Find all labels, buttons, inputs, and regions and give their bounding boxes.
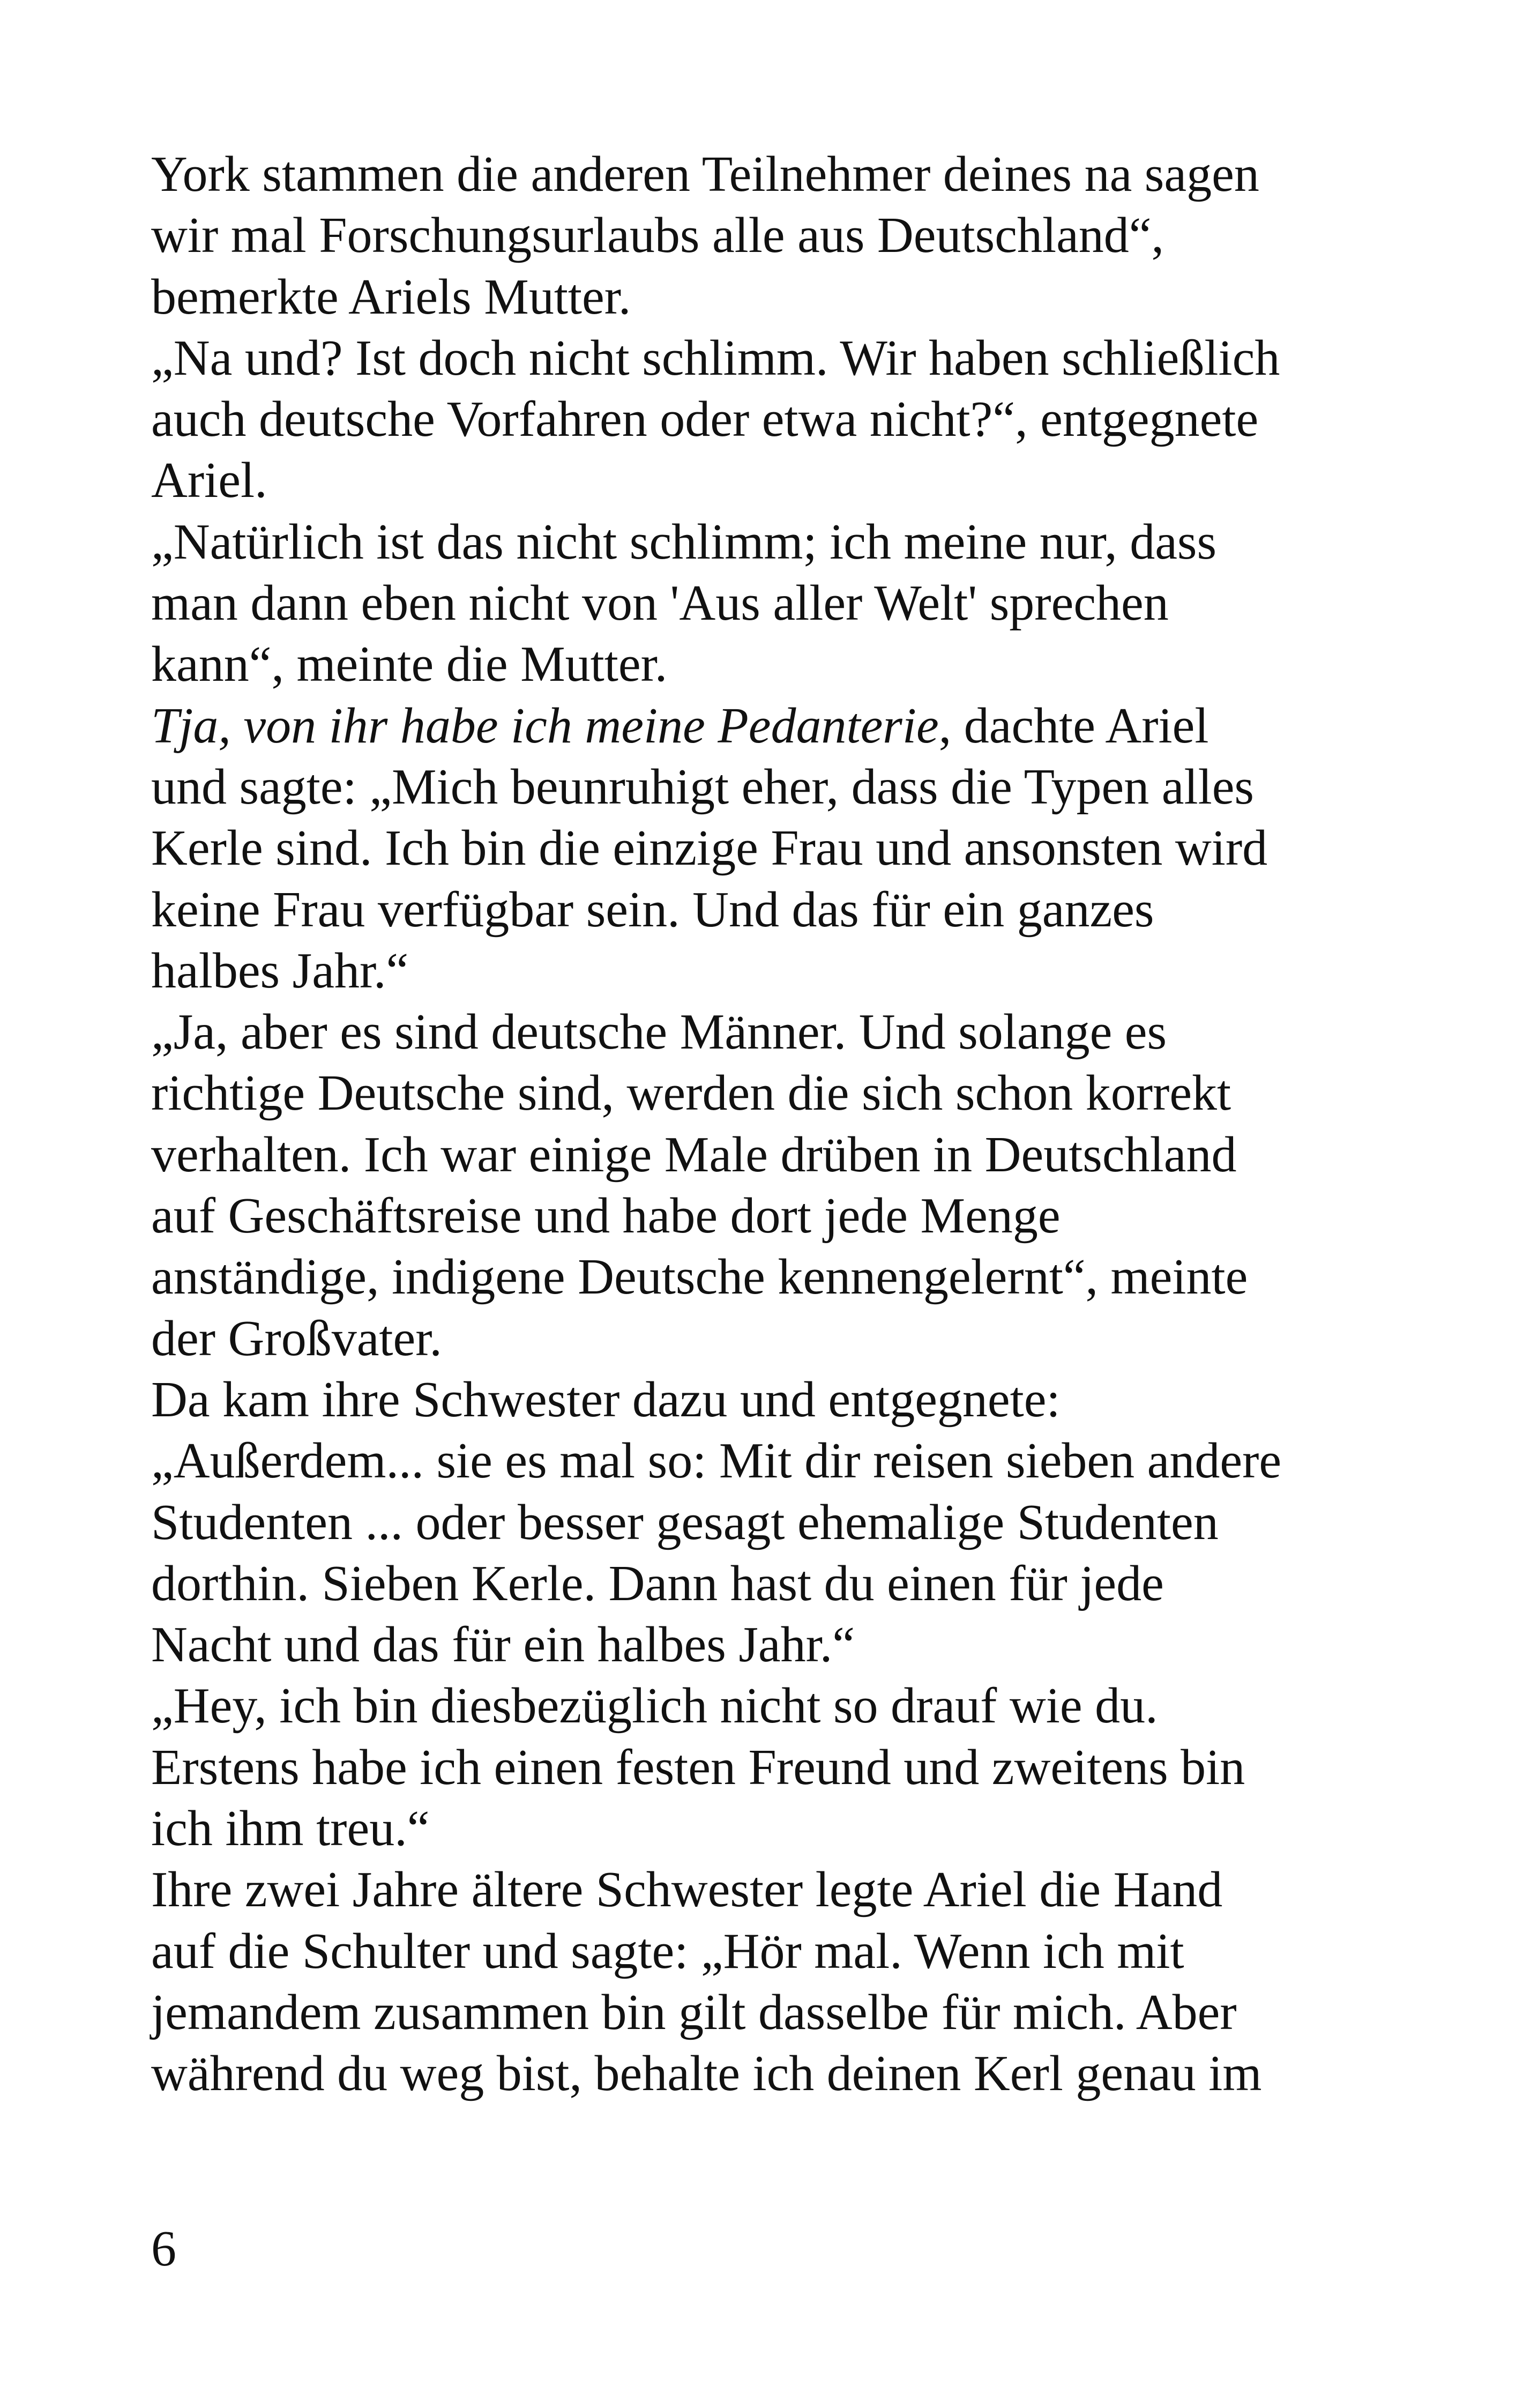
text-line: anständige, indigene Deutsche kennengelernt“, meinte (151, 1249, 1248, 1305)
text-line: auf Geschäftsreise und habe dort jede Menge (151, 1188, 1061, 1244)
text-line: richtige Deutsche sind, werden die sich schon korrekt (151, 1065, 1231, 1121)
text-line: York stammen die anderen Teilnehmer deines na sagen (151, 146, 1259, 202)
text-line: „Na und? Ist doch nicht schlimm. Wir haben schließlich (151, 330, 1280, 386)
text-line: Ihre zwei Jahre ältere Schwester legte Ariel die Hand (151, 1862, 1223, 1918)
text-line: der Großvater. (151, 1310, 442, 1366)
text-line: „Natürlich ist das nicht schlimm; ich meine nur, dass (151, 514, 1217, 570)
text-line: kann“, meinte die Mutter. (151, 636, 668, 693)
text-line: wir mal Forschungsurlaubs alle aus Deutschland“, (151, 207, 1164, 264)
text-line: ich ihm treu.“ (151, 1801, 430, 1857)
text-line: halbes Jahr.“ (151, 942, 409, 999)
italic-thought: Tja, von ihr habe ich meine Pedanterie (151, 697, 939, 754)
text-line: verhalten. Ich war einige Male drüben in Deutschland (151, 1126, 1237, 1183)
text-line-tail: dachte Ariel (964, 697, 1209, 754)
text-line: man dann eben nicht von 'Aus aller Welt' sprechen (151, 575, 1169, 631)
text-line: jemandem zusammen bin gilt dasselbe für mich. Aber (151, 1984, 1237, 2040)
page-body (151, 144, 1394, 2105)
text-line: bemerkte Ariels Mutter. (151, 269, 631, 325)
text-line: „Außerdem... sie es mal so: Mit dir reisen sieben andere (151, 1433, 1282, 1489)
text-line: Erstens habe ich einen festen Freund und zweitens bin (151, 1739, 1245, 1795)
italic-trailing-comma: , (938, 697, 964, 754)
text-line: „Ja, aber es sind deutsche Männer. Und solange es (151, 1004, 1167, 1060)
text-line: auch deutsche Vorfahren oder etwa nicht?“, entgegnete (151, 391, 1259, 448)
text-line: dorthin. Sieben Kerle. Dann hast du einen für jede (151, 1555, 1164, 1611)
text-line: und sagte: „Mich beunruhigt eher, dass die Typen alles (151, 759, 1254, 815)
page-number: 6 (151, 2221, 176, 2277)
text-line: Da kam ihre Schwester dazu und entgegnete: (151, 1371, 1061, 1428)
text-line: auf die Schulter und sagte: „Hör mal. Wenn ich mit (151, 1923, 1184, 1979)
text-line-mixed (151, 695, 1394, 756)
text-line: Ariel. (151, 452, 267, 509)
text-line: „Hey, ich bin diesbezüglich nicht so drauf wie du. (151, 1678, 1158, 1734)
text-line: Studenten ... oder besser gesagt ehemalige Studenten (151, 1494, 1219, 1550)
text-line: Kerle sind. Ich bin die einzige Frau und ansonsten wird (151, 820, 1268, 876)
text-line: während du weg bist, behalte ich deinen Kerl genau im (151, 2046, 1262, 2102)
text-line: keine Frau verfügbar sein. Und das für ein ganzes (151, 881, 1154, 938)
text-line: Nacht und das für ein halbes Jahr.“ (151, 1617, 855, 1673)
